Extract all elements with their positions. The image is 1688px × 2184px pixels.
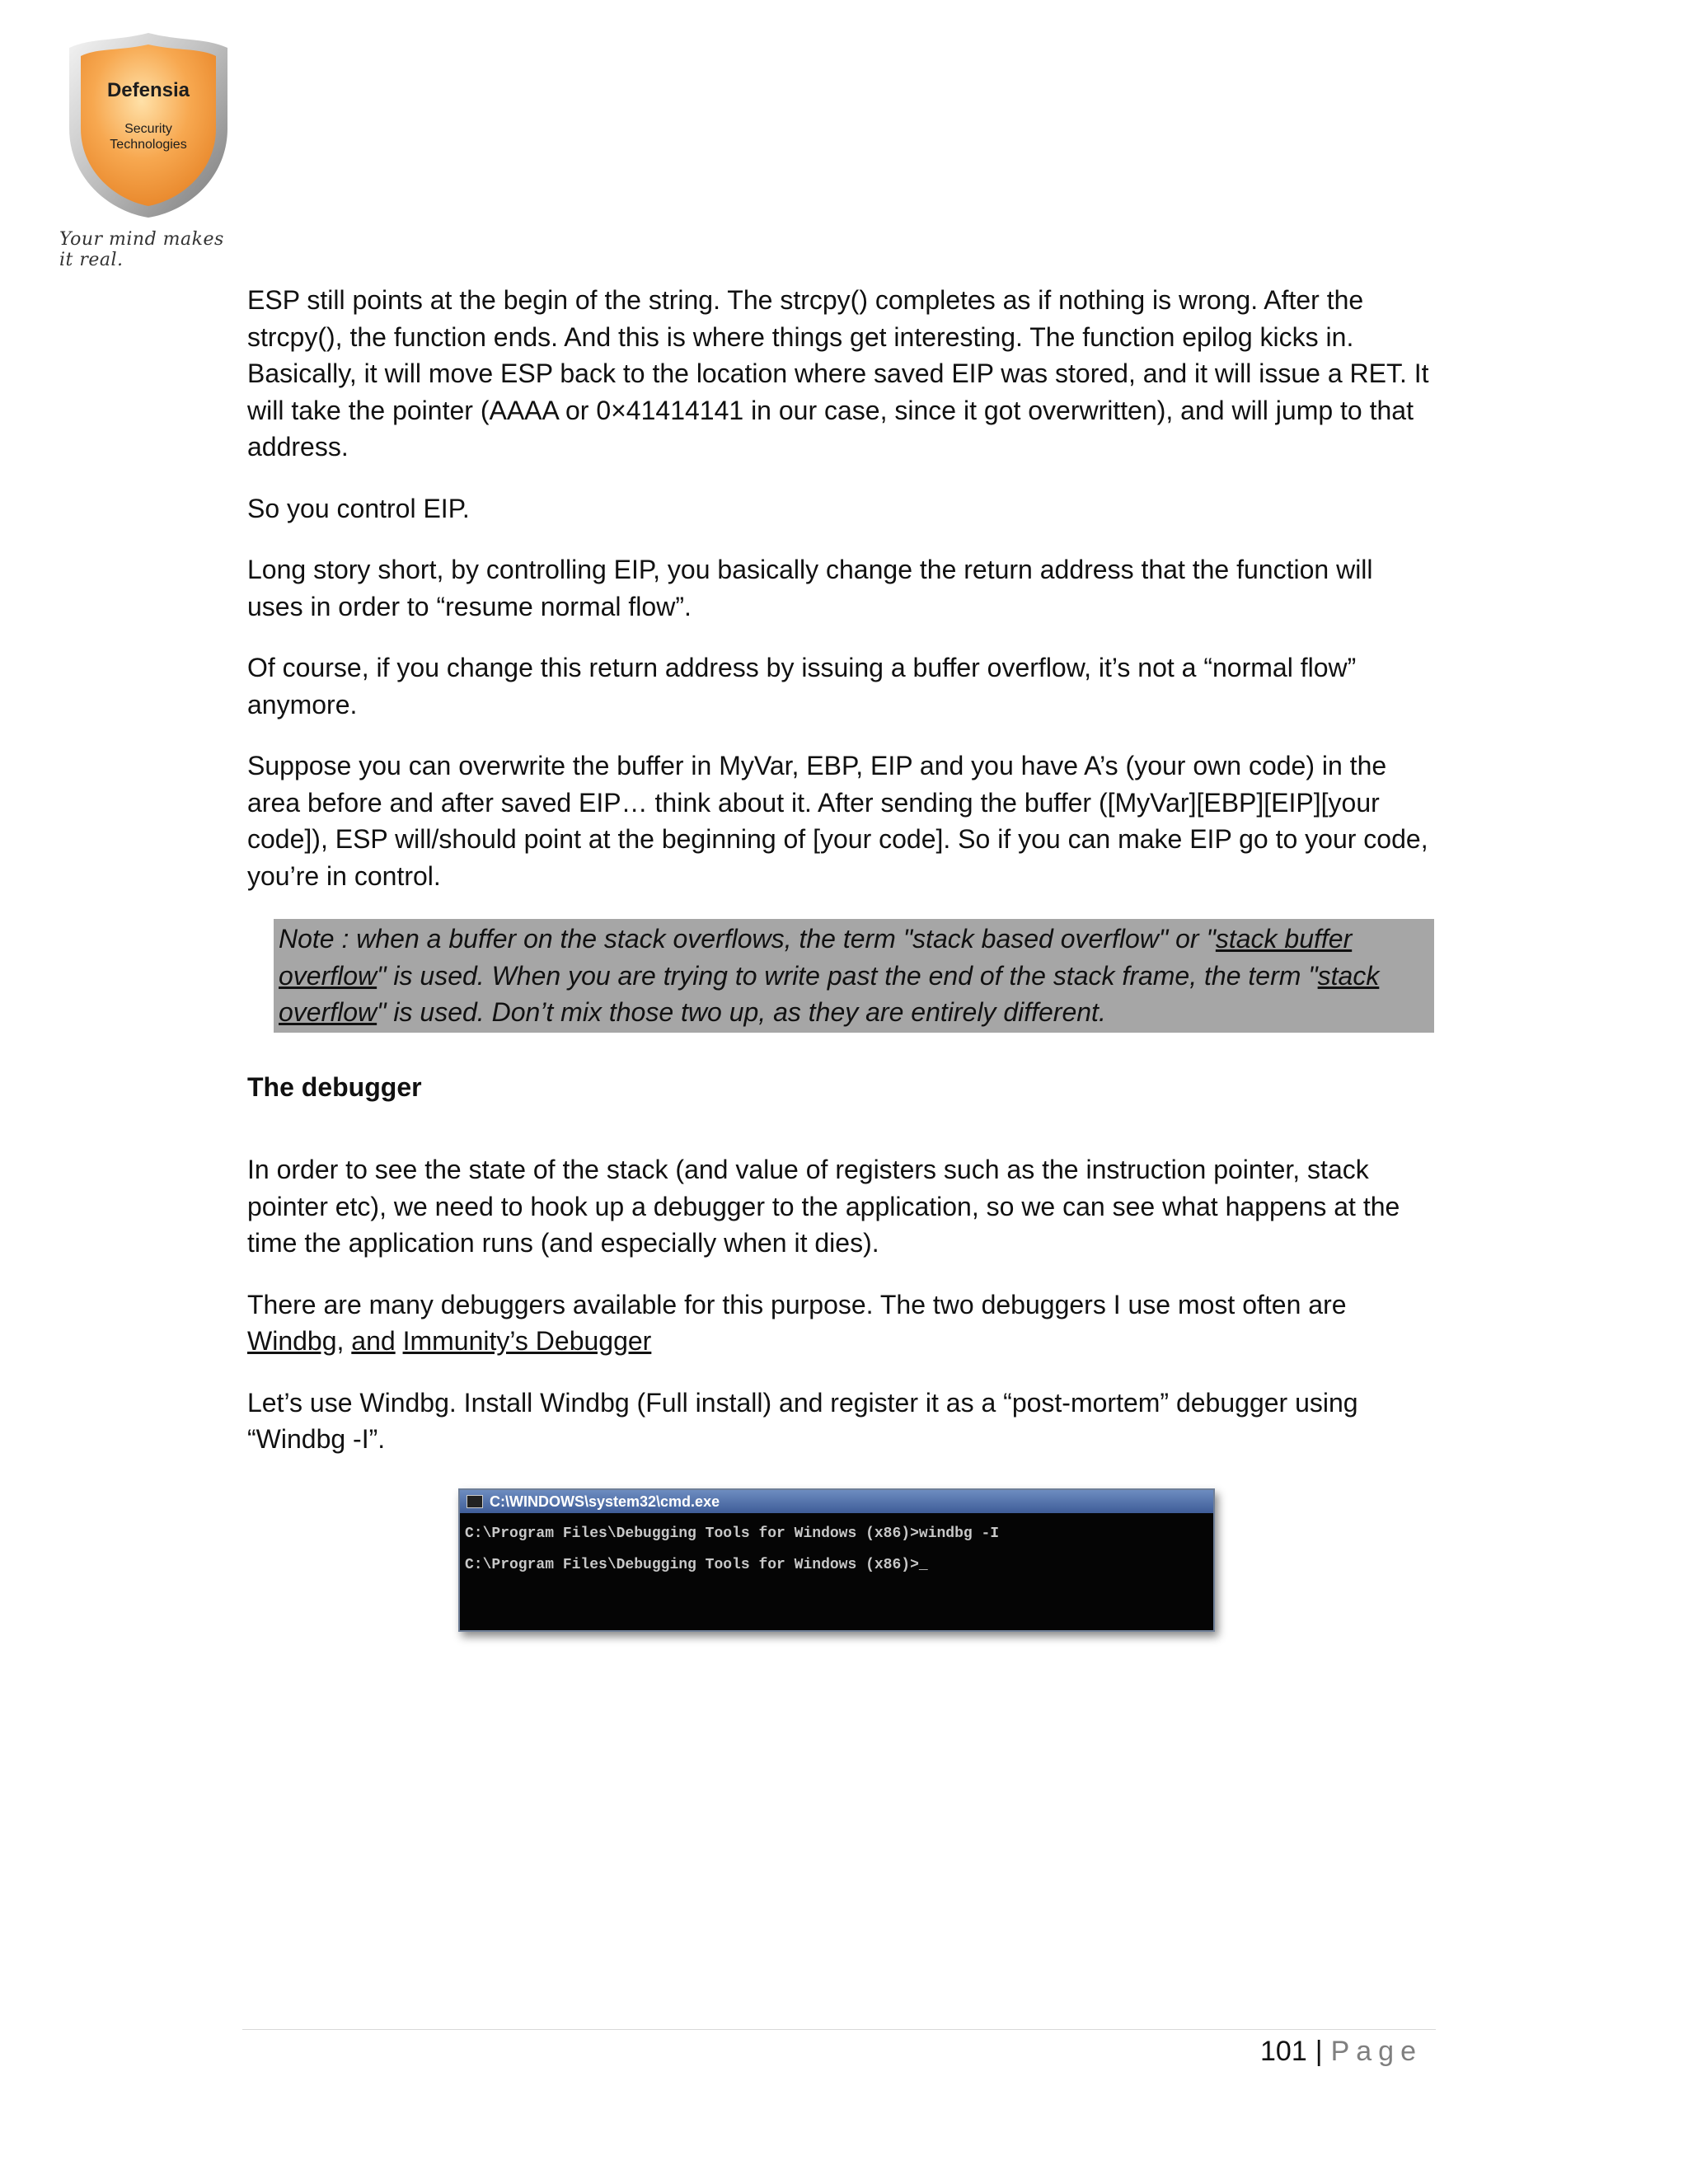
- and-link[interactable]: and: [351, 1326, 396, 1356]
- page-footer: [1260, 2036, 1423, 2068]
- company-logo: [58, 30, 239, 252]
- cmd-title: C:\WINDOWS\system32\cmd.exe: [490, 1493, 720, 1510]
- note-text-2: " is used. When you are trying to write past the end of the stack frame, the term ": [377, 960, 1318, 991]
- cmd-window-screenshot: [458, 1488, 1215, 1632]
- paragraph-debuggers: [247, 1286, 1434, 1360]
- section-heading: The debugger: [247, 1071, 422, 1102]
- paragraph-state-of-stack: In order to see the state of the stack (and value of registers such as the instruction pointer, stack pointer etc), we need to hook up a debugger to the application, so we can see what happens at the time the application runs (and especially when it dies).: [247, 1155, 1400, 1258]
- cmd-title-bar: [460, 1490, 1213, 1513]
- paragraph-long-story: Long story short, by controlling EIP, you basically change the return address that the function will uses in order to “resume normal flow”.: [247, 555, 1373, 621]
- footer-divider: [242, 2029, 1436, 2030]
- cmd-icon: [467, 1495, 483, 1508]
- page-content: [247, 282, 1434, 1483]
- paragraph-suppose: Suppose you can overwrite the buffer in MyVar, EBP, EIP and you have A’s (your own code) in the area before and after saved EIP… think about it. After sending the buffer ([MyVar][EBP][EIP][your code]), ESP will/should point at the beginning of [your code]. So if you can make EIP go to your code, you’re in control.: [247, 751, 1428, 891]
- stack-buffer-overflow-link[interactable]: stack buffer overflow: [279, 924, 1353, 991]
- immunity-debugger-link[interactable]: Immunity’s Debugger: [402, 1326, 652, 1356]
- cmd-line-2: C:\Program Files\Debugging Tools for Windows (x86)>_: [465, 1557, 928, 1573]
- paragraph-control-eip: So you control EIP.: [247, 493, 470, 523]
- page-number: 101: [1260, 2036, 1307, 2067]
- note-box: [274, 919, 1434, 1033]
- page-word: Page: [1330, 2036, 1423, 2067]
- debuggers-space: [396, 1326, 403, 1356]
- logo-name: Defensia: [106, 79, 190, 101]
- footer-separator: |: [1315, 2036, 1323, 2067]
- paragraph-esp: ESP still points at the begin of the string. The strcpy() completes as if nothing is wrong. After the strcpy(), the function ends. And this is where things get interesting. The function epilog kicks in. Basically, it will move ESP back to the location where saved EIP was stored, and it will issue a RET. It will take the pointer (AAAA or 0×41414141 in our case, since it got overwritten), and will jump to that address.: [247, 285, 1429, 462]
- paragraph-use-windbg: Let’s use Windbg. Install Windbg (Full install) and register it as a “post-mortem” debugger using “Windbg -I”.: [247, 1387, 1358, 1454]
- logo-subtitle-line1: Security: [124, 122, 172, 136]
- paragraph-of-course: Of course, if you change this return address by issuing a buffer overflow, it’s not a “normal flow” anymore.: [247, 653, 1357, 719]
- stack-overflow-link[interactable]: stack overflow: [279, 960, 1380, 1027]
- logo-subtitle-line2: Technologies: [110, 138, 187, 152]
- cmd-line-1: C:\Program Files\Debugging Tools for Windows (x86)>windbg -I: [465, 1526, 1000, 1542]
- debuggers-text: There are many debuggers available for this purpose. The two debuggers I use most often are: [247, 1289, 1347, 1319]
- logo-tagline: Your mind makes it real.: [59, 229, 224, 270]
- note-text-3: " is used. Don’t mix those two up, as they are entirely different.: [377, 997, 1106, 1027]
- note-text-1: Note : when a buffer on the stack overflows, the term "stack based overflow" or ": [279, 924, 1216, 954]
- windbg-link[interactable]: Windbg: [247, 1326, 337, 1356]
- debuggers-separator: ,: [336, 1326, 352, 1356]
